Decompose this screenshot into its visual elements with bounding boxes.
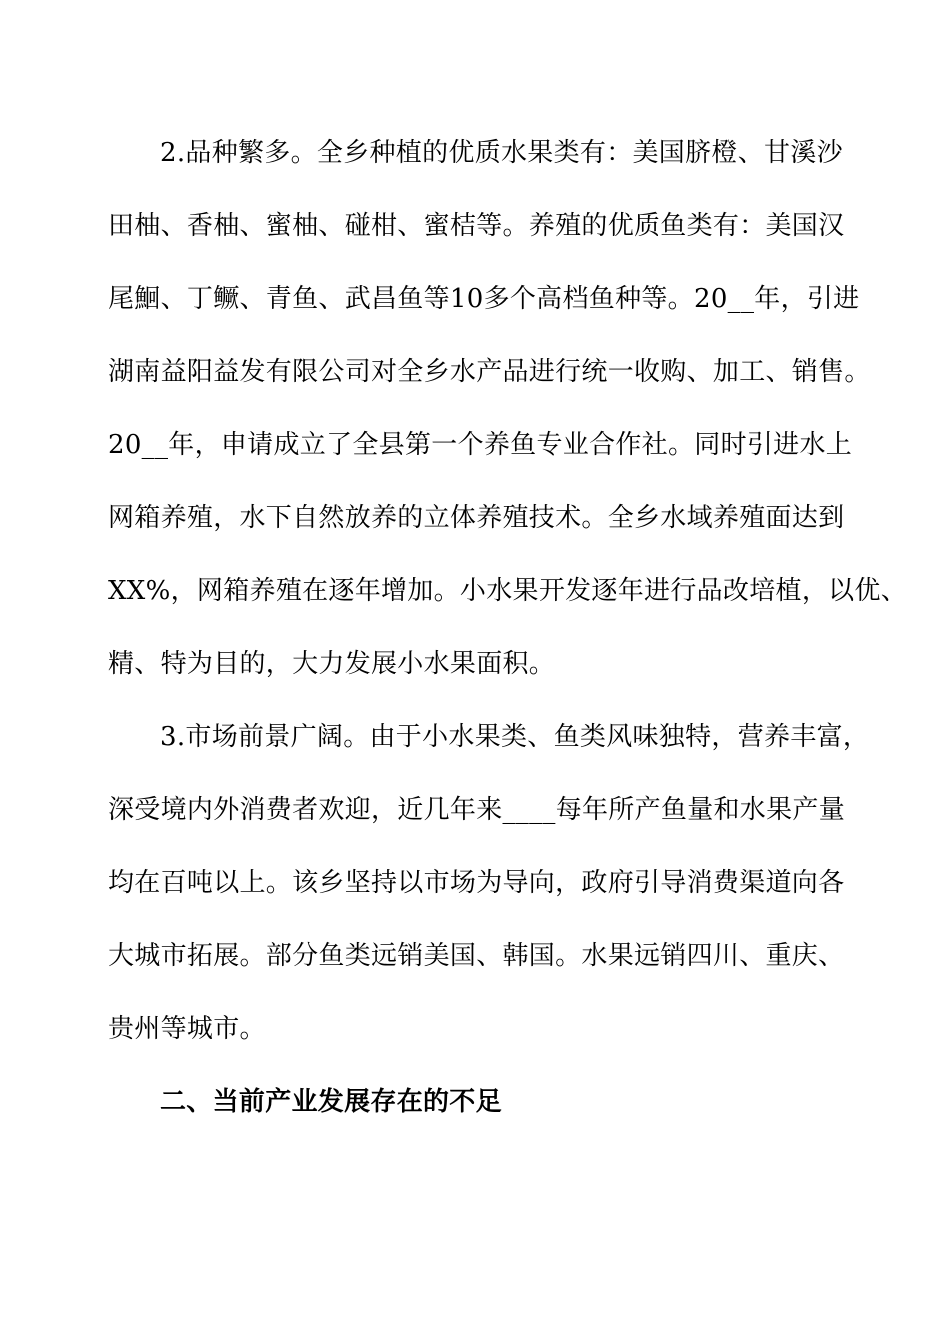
paragraph-line: 大城市拓展。部分鱼类远销美国、韩国。水果远销四川、重庆、	[108, 941, 845, 971]
paragraph-line: 网箱养殖，水下自然放养的立体养殖技术。全乡水域养殖面达到	[108, 503, 845, 533]
section-heading: 二、当前产业发展存在的不足	[160, 1087, 502, 1117]
paragraph-line: 田柚、香柚、蜜柚、碰柑、蜜桔等。养殖的优质鱼类有：美国汉	[108, 211, 845, 241]
paragraph-line: 精、特为目的，大力发展小水果面积。	[108, 649, 556, 679]
paragraph-line: 3.市场前景广阔。由于小水果类、鱼类风味独特，营养丰富，	[160, 722, 870, 752]
paragraph-line: 尾鮰、丁鳜、青鱼、武昌鱼等10多个高档鱼种等。20__年，引进	[108, 284, 860, 314]
paragraph-line: 2.品种繁多。全乡种植的优质水果类有：美国脐橙、甘溪沙	[160, 138, 843, 168]
paragraph-line: 深受境内外消费者欢迎，近几年来____每年所产鱼量和水果产量	[108, 795, 846, 825]
paragraph-line: XX%，网箱养殖在逐年增加。小水果开发逐年进行品改培植，以优、	[108, 576, 908, 606]
paragraph-line: 湖南益阳益发有限公司对全乡水产品进行统一收购、加工、销售。	[108, 357, 871, 387]
paragraph-line: 贵州等城市。	[108, 1014, 266, 1044]
paragraph-line: 均在百吨以上。该乡坚持以市场为导向，政府引导消费渠道向各	[108, 868, 845, 898]
paragraph-line: 20__年，申请成立了全县第一个养鱼专业合作社。同时引进水上	[108, 430, 853, 460]
